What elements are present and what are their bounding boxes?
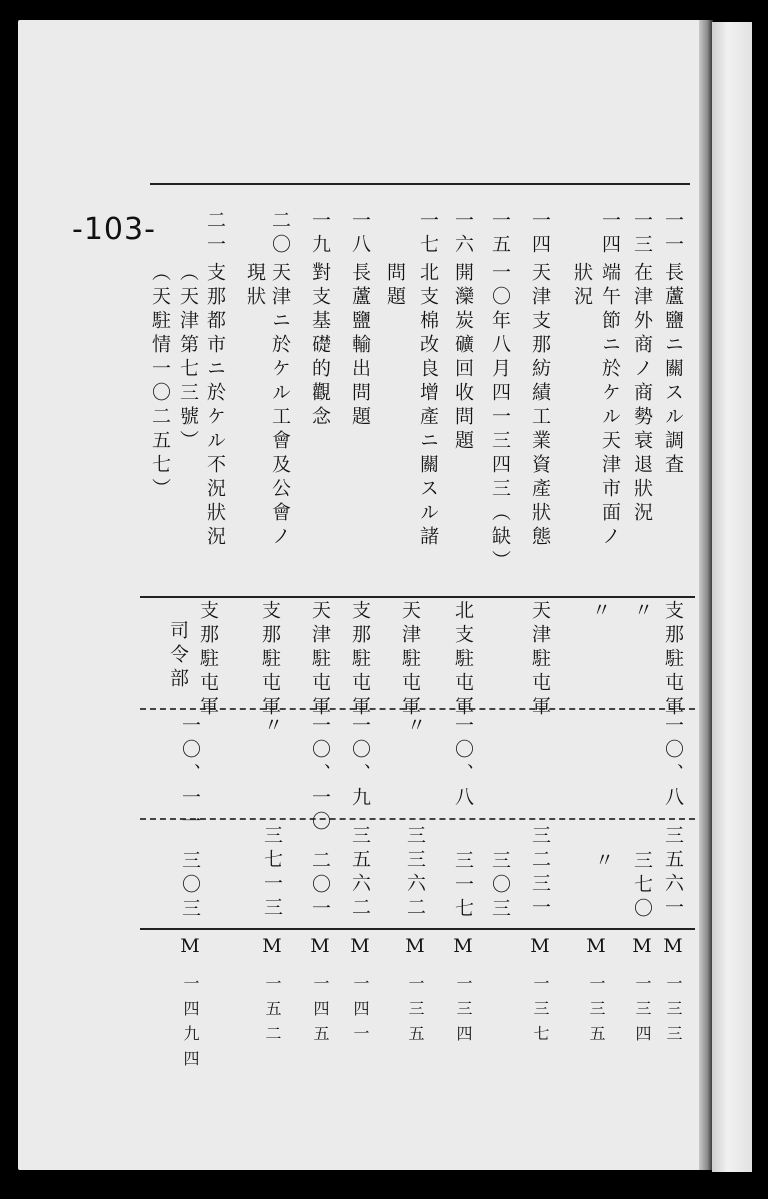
row-number: 一三 [631, 210, 653, 258]
row-code: 一三五 [406, 975, 425, 1050]
row-code: 一四九四 [181, 975, 200, 1075]
row-m: M [585, 935, 607, 962]
row-number: 一四 [599, 210, 621, 258]
row-code: 一三四 [633, 975, 652, 1050]
row-doc: 三一七 [452, 850, 474, 922]
row-title-cont: （天駐情一〇二五七） [149, 262, 171, 502]
row-doc: 三七〇 [631, 850, 653, 922]
row-code: 一三三 [664, 975, 683, 1050]
row-number: 一四 [529, 210, 551, 258]
row-title: 天津ニ於ケル工會及公會ノ [269, 262, 291, 550]
row-org: 北支駐屯軍 [452, 600, 474, 720]
book-binding [699, 20, 713, 1170]
row-doc: 三五六一 [662, 825, 684, 921]
doc-column-rule [140, 928, 695, 930]
row-m: M [662, 935, 684, 962]
row-org: 天津駐屯軍 [529, 600, 551, 720]
row-date: 一〇、一〇 [309, 715, 331, 835]
row-code: 一四一 [351, 975, 370, 1050]
row-title-cont: 狀況 [571, 262, 593, 310]
row-org: 天津駐屯軍 [309, 600, 331, 720]
row-number: 二〇 [269, 210, 291, 258]
row-org: 天津駐屯軍 [399, 600, 421, 720]
row-org: 〃 [631, 600, 653, 624]
row-m: M [309, 935, 331, 962]
row-title: 北支棉改良增產ニ關スル諸 [417, 262, 439, 550]
row-number: 一五 [489, 210, 511, 258]
row-title: 一〇年八月四一三四三（缺） [489, 262, 511, 574]
row-org: 支那駐屯軍 [349, 600, 371, 720]
row-title: 支那都市ニ於ケル不況狀況 [204, 262, 226, 550]
row-org: 支那駐屯軍 [259, 600, 281, 720]
date-column-rule [140, 818, 695, 820]
row-code: 一五二 [263, 975, 282, 1050]
row-m: M [631, 935, 653, 962]
row-date: 一〇、八 [452, 715, 474, 811]
row-title: 開灤炭礦回收問題 [452, 262, 474, 454]
row-date: 〃 [261, 715, 283, 739]
row-title: 端午節ニ於ケル天津市面ノ [599, 262, 621, 550]
row-doc: 〃 [592, 850, 614, 874]
row-title: 天津支那紡績工業資產狀態 [529, 262, 551, 550]
row-m: M [404, 935, 426, 962]
page-edge [712, 22, 752, 1172]
row-m: M [349, 935, 371, 962]
row-date: 一〇、八 [662, 715, 684, 811]
row-code: 一三七 [531, 975, 550, 1050]
row-m: M [529, 935, 551, 962]
row-org-cont: 司令部 [167, 620, 189, 692]
row-doc: 三七一三 [261, 825, 283, 921]
row-title-cont: 問題 [384, 262, 406, 310]
row-number: 一六 [452, 210, 474, 258]
row-m: M [179, 935, 201, 962]
row-title-cont: （天津第七三號） [177, 262, 199, 454]
row-title: 對支基礎的觀念 [309, 262, 331, 430]
row-number: 一九 [309, 210, 331, 258]
table-top-rule [150, 183, 690, 185]
title-column-rule [140, 596, 695, 598]
row-org: 支那駐屯軍 [197, 600, 219, 720]
row-m: M [452, 935, 474, 962]
row-doc: 三三六二 [404, 825, 426, 921]
row-org: 〃 [589, 600, 611, 624]
row-doc: 二〇一 [309, 850, 331, 922]
row-code: 一三四 [454, 975, 473, 1050]
row-m: M [261, 935, 283, 962]
row-doc: 三〇三 [179, 850, 201, 922]
row-doc: 三二三一 [529, 825, 551, 921]
row-title: 在津外商ノ商勢衰退狀況 [631, 262, 653, 526]
row-date: 一〇、九 [349, 715, 371, 811]
row-doc: 三五六二 [349, 825, 371, 921]
row-code: 一四五 [311, 975, 330, 1050]
row-org: 支那駐屯軍 [662, 600, 684, 720]
page-number: -103- [72, 212, 156, 247]
row-title: 長蘆鹽ニ關スル調査 [662, 262, 684, 478]
row-doc: 三〇三 [489, 850, 511, 922]
row-date: 〃 [404, 715, 426, 739]
row-number: 二一 [204, 210, 226, 258]
row-title-cont: 現狀 [244, 262, 266, 310]
row-number: 一八 [349, 210, 371, 258]
row-number: 一一 [662, 210, 684, 258]
row-code: 一三五 [587, 975, 606, 1050]
row-date: 一〇、一一 [179, 715, 201, 835]
row-number: 一七 [417, 210, 439, 258]
row-title: 長蘆鹽輸出問題 [349, 262, 371, 430]
